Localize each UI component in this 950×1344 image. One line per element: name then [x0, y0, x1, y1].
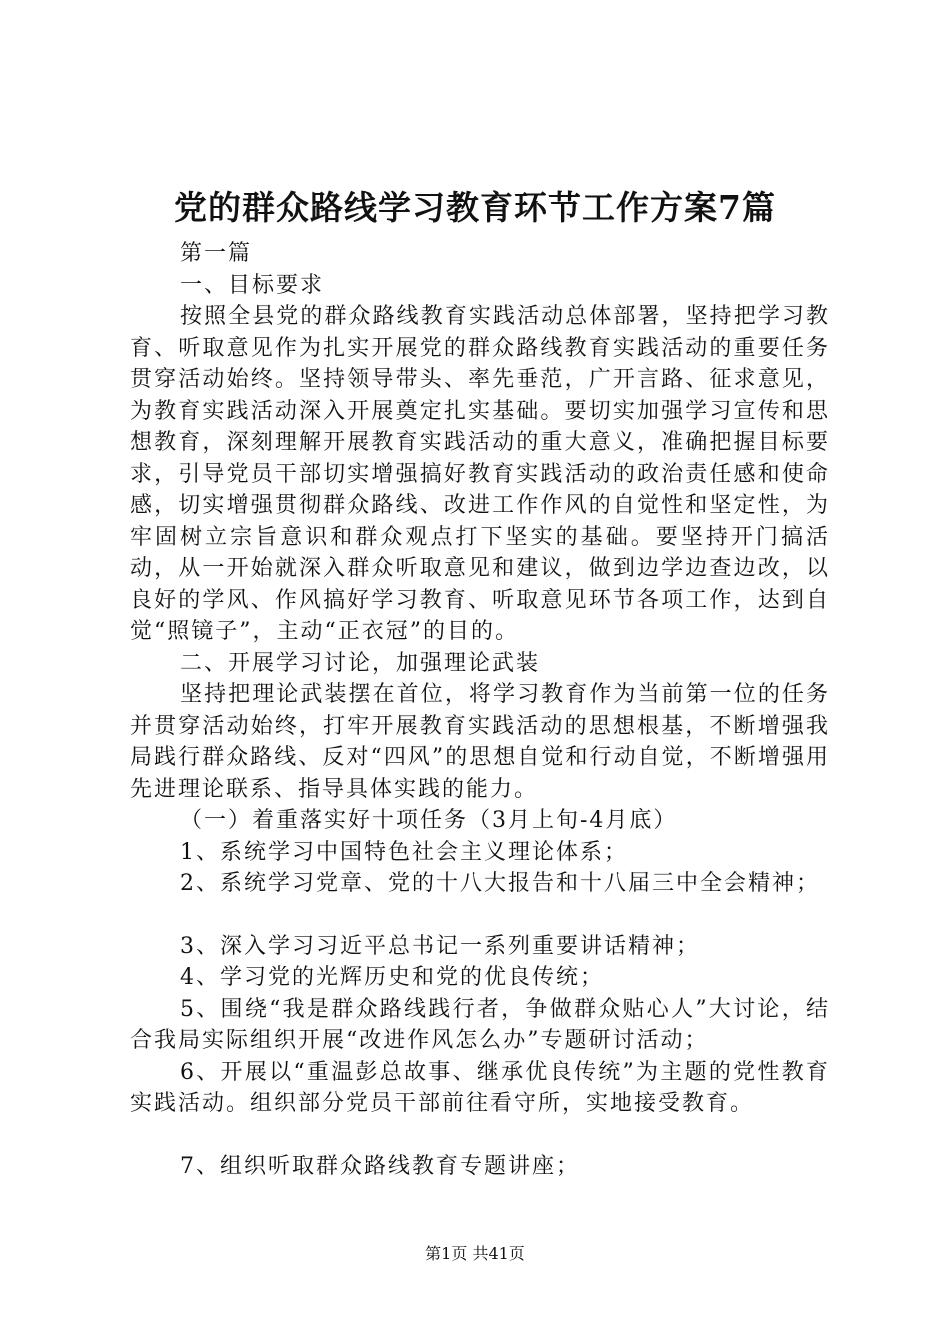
- spacer: [130, 900, 830, 931]
- list-item: 3、深入学习习近平总书记一系列重要讲话精神；: [180, 933, 700, 959]
- document-title: 党的群众路线学习教育环节工作方案7篇: [174, 188, 776, 227]
- subheading-tasks: （一）着重落实好十项任务（3月上旬-4月底）: [180, 808, 678, 833]
- document-body: [130, 238, 830, 1182]
- list-item: 7、组织听取群众路线教育专题讲座；: [180, 1153, 580, 1179]
- section-label: 第一篇: [180, 241, 253, 266]
- page-footer: 第1页 共41页: [425, 1244, 525, 1263]
- paragraph-study: 坚持把理论武装摆在首位，将学习教育作为当前第一位的任务并贯穿活动始终，打牢开展教育实践活动的思想根基，不断增强我局践行群众路线、反对“四风”的思想自觉和行动自觉，不断增强用先进理论联系、指导具体实践的能力。: [130, 682, 830, 802]
- list-item: 6、开展以“重温彭总故事、继承优良传统”为主题的党性教育实践活动。组织部分党员干部前往看守所，实地接受教育。: [130, 1059, 830, 1116]
- heading-study: 二、开展学习讨论，加强理论武装: [180, 650, 541, 676]
- list-item: 2、系统学习党章、党的十八大报告和十八届三中全会精神；: [180, 871, 820, 896]
- heading-goals: 一、目标要求: [180, 272, 325, 298]
- list-item: 5、围绕“我是群众路线践行者，争做群众贴心人”大讨论，结合我局实际组织开展“改进作风怎么办”专题研讨活动；: [130, 996, 830, 1053]
- spacer: [130, 1120, 830, 1151]
- paragraph-goals: 按照全县党的群众路线教育实践活动总体部署，坚持把学习教育、听取意见作为扎实开展党的群众路线教育实践活动的重要任务贯穿活动始终。坚持领导带头、率先垂范，广开言路、征求意见，为教育实践活动深入开展奠定扎实基础。要切实加强学习宣传和思想教育，深刻理解开展教育实践活动的重大意义，准确把握目标要求，引导党员干部切实增强搞好教育实践活动的政治责任感和使命感，切实增强贯彻群众路线、改进工作作风的自觉性和坚定性，为牢固树立宗旨意识和群众观点打下坚实的基础。要坚持开门搞活动，从一开始就深入群众听取意见和建议，做到边学边查边改，以良好的学风、作风搞好学习教育、听取意见环节各项工作，达到自觉“照镜子”，主动“正衣冠”的目的。: [130, 304, 830, 644]
- list-item: 4、学习党的光辉历史和党的优良传统；: [180, 965, 604, 990]
- list-item: 1、系统学习中国特色社会主义理论体系；: [180, 839, 628, 865]
